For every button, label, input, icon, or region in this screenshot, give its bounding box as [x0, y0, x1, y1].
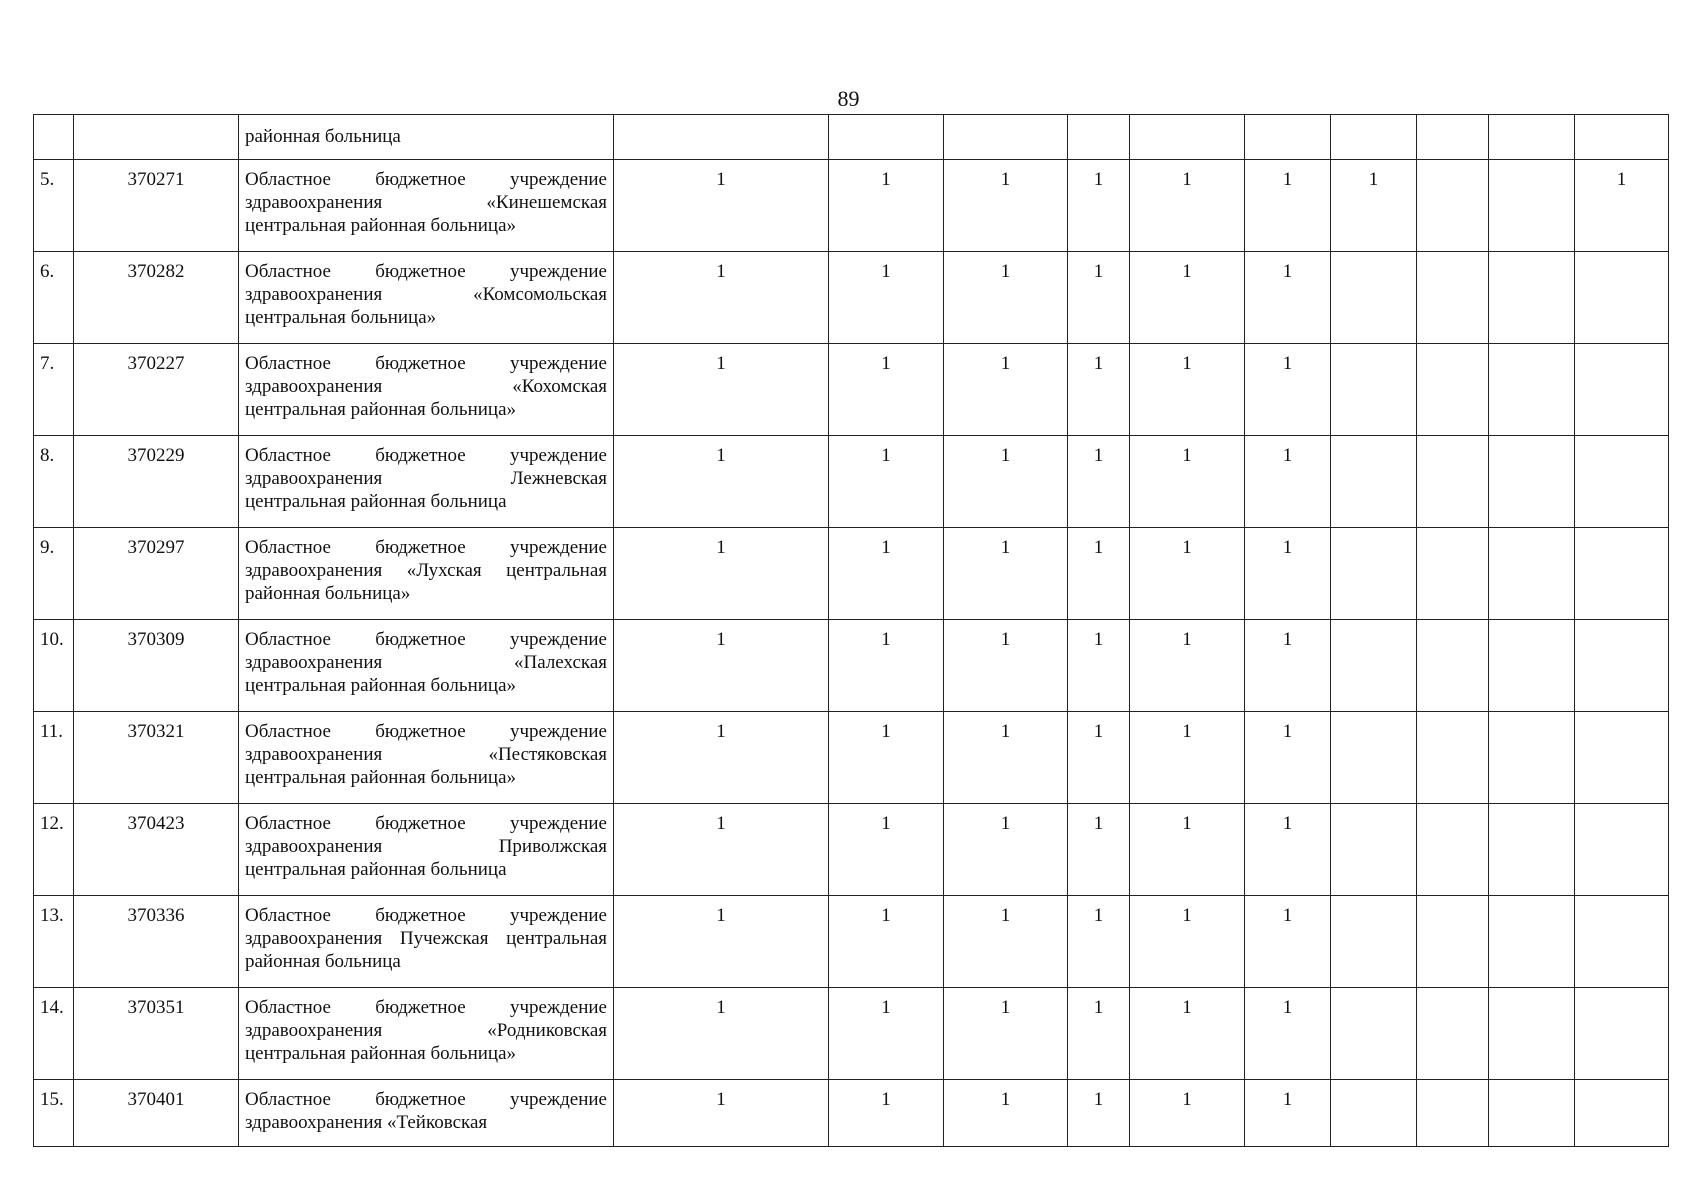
- value-cell: [1417, 344, 1489, 436]
- value-cell: [1489, 115, 1575, 160]
- value-cell: [1331, 804, 1417, 896]
- row-name-cell: [239, 712, 614, 804]
- value-cell: 1: [829, 620, 944, 712]
- value-cell: 1: [1068, 436, 1130, 528]
- name-line: Областное бюджетное учреждение: [245, 813, 607, 834]
- value-cell: [1489, 528, 1575, 620]
- row-name-cell: [239, 896, 614, 988]
- row-code-cell: [74, 115, 239, 160]
- row-number-cell: [34, 115, 74, 160]
- table-body: [34, 115, 1669, 1147]
- value-cell: [1331, 528, 1417, 620]
- value-cell: 1: [944, 620, 1068, 712]
- value-cell: 1: [1245, 804, 1331, 896]
- name-line: здравоохранения «Родниковская: [245, 1020, 607, 1041]
- value-cell: [1575, 804, 1669, 896]
- value-cell: [1331, 712, 1417, 804]
- value-cell: 1: [944, 436, 1068, 528]
- value-cell: 1: [944, 528, 1068, 620]
- value-cell: [1417, 115, 1489, 160]
- value-cell: 1: [944, 252, 1068, 344]
- value-cell: 1: [614, 620, 829, 712]
- value-cell: [1575, 620, 1669, 712]
- value-cell: 1: [829, 160, 944, 252]
- value-cell: 1: [1245, 620, 1331, 712]
- value-cell: 1: [1068, 988, 1130, 1080]
- value-cell: 1: [1130, 160, 1245, 252]
- value-cell: [1331, 1080, 1417, 1147]
- name-line: Областное бюджетное учреждение: [245, 629, 607, 650]
- row-code-cell: 370309: [74, 620, 239, 712]
- name-line: Областное бюджетное учреждение: [245, 261, 607, 282]
- name-line: здравоохранения «Пестяковская: [245, 744, 607, 765]
- value-cell: [1331, 620, 1417, 712]
- name-line: центральная районная больница»: [245, 1043, 517, 1064]
- value-cell: [1575, 712, 1669, 804]
- value-cell: 1: [829, 988, 944, 1080]
- value-cell: [1575, 896, 1669, 988]
- value-cell: 1: [1130, 436, 1245, 528]
- value-cell: [1489, 436, 1575, 528]
- value-cell: 1: [829, 436, 944, 528]
- value-cell: 1: [1245, 160, 1331, 252]
- value-cell: [1489, 896, 1575, 988]
- value-cell: [829, 115, 944, 160]
- value-cell: [1575, 252, 1669, 344]
- value-cell: 1: [944, 804, 1068, 896]
- value-cell: 1: [829, 804, 944, 896]
- row-name-cell: [239, 115, 614, 160]
- row-number-cell: 14.: [34, 988, 74, 1080]
- value-cell: 1: [1245, 896, 1331, 988]
- name-line: центральная районная больница»: [245, 675, 517, 696]
- value-cell: 1: [1068, 160, 1130, 252]
- name-line: Областное бюджетное учреждение: [245, 353, 607, 374]
- value-cell: 1: [614, 1080, 829, 1147]
- value-cell: 1: [829, 712, 944, 804]
- value-cell: 1: [944, 1080, 1068, 1147]
- value-cell: 1: [829, 1080, 944, 1147]
- value-cell: [1489, 1080, 1575, 1147]
- table-row: [34, 344, 1669, 436]
- value-cell: [1068, 115, 1130, 160]
- value-cell: [1417, 712, 1489, 804]
- name-line: здравоохранения «Кинешемская: [245, 192, 607, 213]
- row-name-cell: [239, 1080, 614, 1147]
- name-line: здравоохранения «Кохомская: [245, 376, 607, 397]
- value-cell: [1245, 115, 1331, 160]
- value-cell: [1575, 115, 1669, 160]
- row-number-cell: 8.: [34, 436, 74, 528]
- row-code-cell: 370321: [74, 712, 239, 804]
- value-cell: 1: [944, 988, 1068, 1080]
- value-cell: [1489, 160, 1575, 252]
- value-cell: [1331, 988, 1417, 1080]
- value-cell: 1: [829, 344, 944, 436]
- value-cell: [1489, 988, 1575, 1080]
- value-cell: 1: [829, 252, 944, 344]
- value-cell: [1331, 896, 1417, 988]
- value-cell: 1: [1331, 160, 1417, 252]
- name-line: Областное бюджетное учреждение: [245, 537, 607, 558]
- value-cell: [1575, 1080, 1669, 1147]
- row-number-cell: 5.: [34, 160, 74, 252]
- table-row: [34, 896, 1669, 988]
- value-cell: 1: [944, 896, 1068, 988]
- table-row: [34, 712, 1669, 804]
- value-cell: 1: [829, 896, 944, 988]
- value-cell: 1: [1245, 436, 1331, 528]
- value-cell: [1331, 344, 1417, 436]
- value-cell: 1: [1130, 896, 1245, 988]
- table-row: [34, 804, 1669, 896]
- name-line: здравоохранения Лежневская: [245, 468, 607, 489]
- row-number-cell: 7.: [34, 344, 74, 436]
- value-cell: 1: [829, 528, 944, 620]
- name-line: районная больница»: [245, 583, 411, 604]
- row-name-cell: [239, 160, 614, 252]
- name-line: здравоохранения «Палехская: [245, 652, 607, 673]
- value-cell: 1: [1130, 344, 1245, 436]
- table-row: [34, 436, 1669, 528]
- name-line: здравоохранения «Комсомольская: [245, 284, 607, 305]
- value-cell: 1: [614, 436, 829, 528]
- row-code-cell: 370423: [74, 804, 239, 896]
- value-cell: [1575, 344, 1669, 436]
- row-name-cell: [239, 528, 614, 620]
- value-cell: 1: [944, 712, 1068, 804]
- row-code-cell: 370336: [74, 896, 239, 988]
- value-cell: [1417, 1080, 1489, 1147]
- name-line: районная больница: [245, 951, 401, 972]
- value-cell: 1: [1245, 712, 1331, 804]
- value-cell: [1575, 436, 1669, 528]
- value-cell: 1: [1068, 620, 1130, 712]
- value-cell: [1417, 436, 1489, 528]
- value-cell: 1: [1245, 252, 1331, 344]
- value-cell: [1130, 115, 1245, 160]
- name-line: Областное бюджетное учреждение: [245, 445, 607, 466]
- value-cell: [1489, 252, 1575, 344]
- row-code-cell: 370229: [74, 436, 239, 528]
- value-cell: [1417, 252, 1489, 344]
- table-row-continuation: [34, 115, 1669, 160]
- value-cell: [1489, 712, 1575, 804]
- value-cell: [1575, 988, 1669, 1080]
- value-cell: 1: [1130, 988, 1245, 1080]
- row-name-cell: [239, 804, 614, 896]
- row-number-cell: 13.: [34, 896, 74, 988]
- name-line: Областное бюджетное учреждение: [245, 169, 607, 190]
- row-name-cell: [239, 988, 614, 1080]
- name-line: Областное бюджетное учреждение: [245, 997, 607, 1018]
- value-cell: [1417, 804, 1489, 896]
- table-row: [34, 620, 1669, 712]
- row-name-cell: [239, 436, 614, 528]
- value-cell: [1417, 160, 1489, 252]
- value-cell: 1: [1245, 344, 1331, 436]
- row-code-cell: 370297: [74, 528, 239, 620]
- name-line: Областное бюджетное учреждение: [245, 905, 607, 926]
- value-cell: [1575, 528, 1669, 620]
- value-cell: 1: [614, 252, 829, 344]
- name-line: здравоохранения Приволжская: [245, 836, 607, 857]
- table-row: [34, 252, 1669, 344]
- name-line: здравоохранения «Тейковская: [245, 1112, 488, 1133]
- value-cell: 1: [1130, 528, 1245, 620]
- value-cell: [1417, 620, 1489, 712]
- value-cell: [1331, 436, 1417, 528]
- name-line: здравоохранения «Лухская центральная: [245, 560, 607, 581]
- value-cell: 1: [944, 160, 1068, 252]
- value-cell: 1: [1068, 896, 1130, 988]
- value-cell: 1: [1068, 1080, 1130, 1147]
- row-number-cell: 12.: [34, 804, 74, 896]
- value-cell: [944, 115, 1068, 160]
- value-cell: 1: [614, 712, 829, 804]
- name-line: Областное бюджетное учреждение: [245, 721, 607, 742]
- value-cell: 1: [614, 160, 829, 252]
- name-line: центральная районная больница»: [245, 399, 517, 420]
- row-code-cell: 370227: [74, 344, 239, 436]
- value-cell: [1331, 252, 1417, 344]
- value-cell: 1: [1068, 712, 1130, 804]
- name-tail: районная больница: [245, 126, 401, 147]
- value-cell: [1417, 988, 1489, 1080]
- value-cell: 1: [614, 804, 829, 896]
- value-cell: 1: [1068, 252, 1130, 344]
- row-code-cell: 370271: [74, 160, 239, 252]
- row-number-cell: 9.: [34, 528, 74, 620]
- name-line: центральная районная больница: [245, 491, 507, 512]
- table-row: [34, 528, 1669, 620]
- row-name-cell: [239, 620, 614, 712]
- page-number: 89: [837, 86, 860, 111]
- row-code-cell: 370401: [74, 1080, 239, 1147]
- value-cell: [1417, 528, 1489, 620]
- row-number-cell: 6.: [34, 252, 74, 344]
- value-cell: [1331, 115, 1417, 160]
- value-cell: 1: [1068, 804, 1130, 896]
- value-cell: [614, 115, 829, 160]
- value-cell: 1: [1130, 252, 1245, 344]
- name-line: Областное бюджетное учреждение: [245, 1089, 607, 1110]
- table-row: [34, 988, 1669, 1080]
- row-code-cell: 370351: [74, 988, 239, 1080]
- value-cell: 1: [944, 344, 1068, 436]
- name-line: центральная районная больница»: [245, 215, 517, 236]
- value-cell: 1: [1130, 620, 1245, 712]
- value-cell: [1489, 804, 1575, 896]
- name-line: здравоохранения Пучежская центральная: [245, 928, 607, 949]
- row-number-cell: 15.: [34, 1080, 74, 1147]
- value-cell: [1417, 896, 1489, 988]
- value-cell: 1: [1245, 988, 1331, 1080]
- value-cell: 1: [1130, 804, 1245, 896]
- value-cell: [1489, 344, 1575, 436]
- name-line: центральная больница»: [245, 307, 437, 328]
- name-line: центральная районная больница: [245, 859, 507, 880]
- row-name-cell: [239, 344, 614, 436]
- value-cell: 1: [1245, 528, 1331, 620]
- table-row: [34, 160, 1669, 252]
- table-row: [34, 1080, 1669, 1147]
- value-cell: 1: [614, 344, 829, 436]
- row-code-cell: 370282: [74, 252, 239, 344]
- value-cell: 1: [1068, 344, 1130, 436]
- row-number-cell: 11.: [34, 712, 74, 804]
- value-cell: 1: [614, 988, 829, 1080]
- value-cell: 1: [1130, 712, 1245, 804]
- row-name-cell: [239, 252, 614, 344]
- hospital-table: [33, 114, 1669, 1147]
- value-cell: 1: [1068, 528, 1130, 620]
- value-cell: [1489, 620, 1575, 712]
- row-number-cell: 10.: [34, 620, 74, 712]
- value-cell: 1: [1575, 160, 1669, 252]
- value-cell: 1: [614, 528, 829, 620]
- value-cell: 1: [614, 896, 829, 988]
- name-line: центральная районная больница»: [245, 767, 517, 788]
- value-cell: 1: [1245, 1080, 1331, 1147]
- value-cell: 1: [1130, 1080, 1245, 1147]
